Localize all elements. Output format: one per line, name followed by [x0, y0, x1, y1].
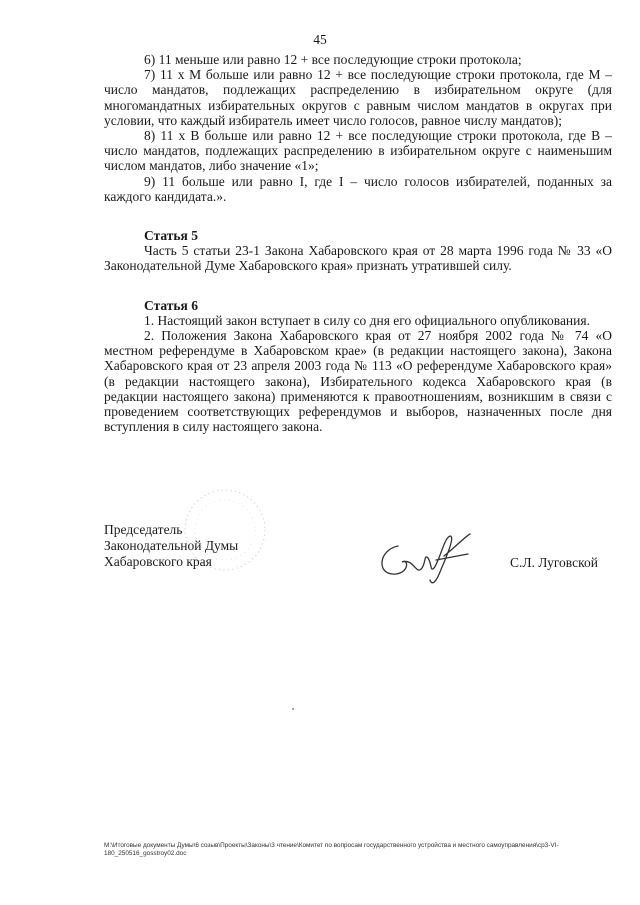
article-5-text: Часть 5 статьи 23-1 Закона Хабаровского края от 28 марта 1996 года № 33 «О Законодательной Думе Хабаровского края» признать утратившей силу. — [104, 243, 612, 274]
article-5-heading: Статья 5 — [144, 228, 198, 244]
signatory-title-line: Председатель — [104, 522, 183, 537]
list-item: 6) 11 меньше или равно 12 + все последующие строки протокола; — [144, 52, 522, 67]
signatory-title — [104, 522, 238, 570]
signatory-title-line: Хабаровского края — [104, 554, 212, 569]
signatory-name: С.Л. Луговской — [510, 555, 598, 570]
article-6-item-1: 1. Настоящий закон вступает в силу со дня его официального опубликования. — [144, 312, 590, 328]
document-body — [104, 52, 612, 434]
footer-line: M:\Итоговые документы Думы\6 созыв\Проекты\Законы\3 чтение\Комитет по вопросам государственного устройства и местного самоуправления\cp3-VI- — [104, 842, 559, 849]
signatory-title-line: Законодательной Думы — [104, 538, 239, 553]
article-6-heading: Статья 6 — [144, 297, 198, 313]
list-item: 8) 11 х B больше или равно 12 + все последующие строки протокола, где B – число мандатов, подлежащих распределению в избирательном округе с наименьшим числом мандатов, либо значение «1»; — [104, 128, 612, 174]
handwritten-signature-icon — [370, 528, 480, 588]
footer-line: 180_250516_gosstroy02.doc — [104, 850, 187, 857]
list-item: 9) 11 больше или равно I, где I – число голосов избирателей, поданных за каждого кандидата.». — [104, 173, 612, 204]
page-number: 45 — [313, 32, 327, 47]
article-6-item-2: 2. Положения Закона Хабаровского края от 27 ноября 2002 года № 74 «О местном референдуме в Хабаровском крае» (в редакции настоящего закона), Закона Хабаровского края от 23 апреля 2003 года № 113 «О референдуме Хабаровского края» (в редакции настоящего закона), Избирательного кодекса Хабаровского края (в редакции настоящего закона) применяются к правоотношениям, возникшим в связи с проведением соответствующих референдумов и выборов, назначенных после дня вступления в силу настоящего закона. — [104, 328, 612, 435]
list-item: 7) 11 х M больше или равно 12 + все последующие строки протокола, где M – число мандатов, подлежащих распределению в избирательном округе (для многомандатных избирательных округов с равным числом мандатов в округах при условии, что каждый избиратель имеет число голосов, равное числу мандатов); — [104, 67, 612, 128]
file-path-footer — [104, 842, 614, 858]
